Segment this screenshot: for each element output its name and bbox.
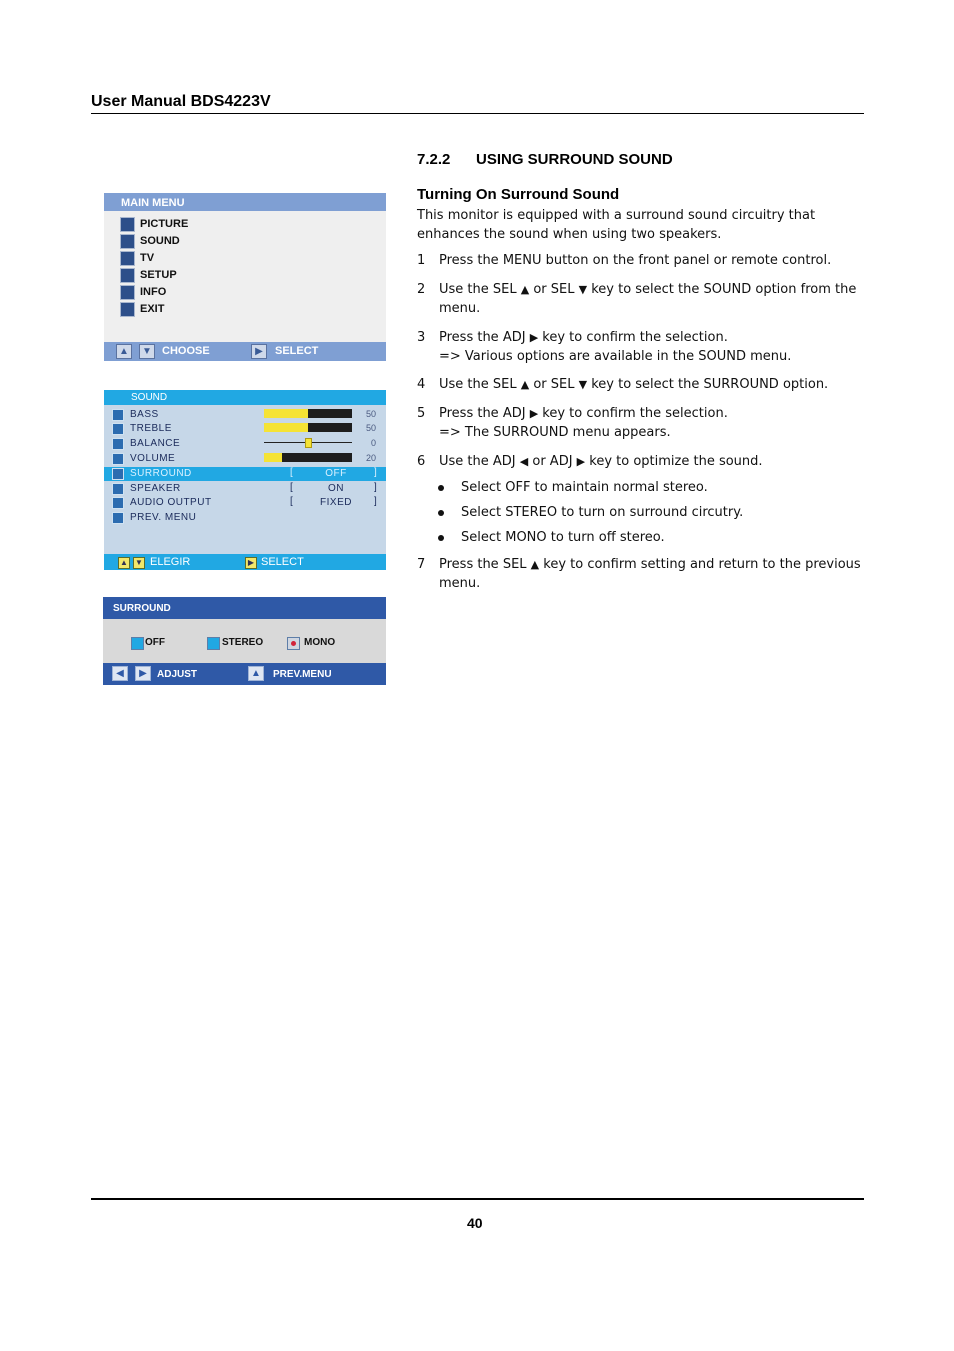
sel-up-icon: ▲ bbox=[520, 378, 530, 391]
audio-output-value: FIXED bbox=[320, 497, 352, 508]
return-icon bbox=[112, 512, 124, 524]
arrow-up-icon: ▲ bbox=[118, 557, 130, 569]
sound-row-bass[interactable] bbox=[104, 408, 386, 422]
bass-value: 50 bbox=[365, 409, 376, 419]
speaker-icon bbox=[112, 483, 124, 495]
treble-value: 50 bbox=[365, 423, 376, 433]
step-text: Use the ADJ ◀ or ADJ ▶ key to optimize the sound. bbox=[439, 454, 763, 469]
sound-row-prev-menu[interactable] bbox=[104, 511, 386, 525]
bracket-close: ] bbox=[374, 482, 377, 493]
arrow-down-icon: ▼ bbox=[133, 557, 145, 569]
surround-menu-title: SURROUND bbox=[113, 603, 171, 614]
arrow-left-icon: ◀ bbox=[112, 666, 128, 681]
step-number: 5 bbox=[417, 406, 426, 421]
picture-icon bbox=[120, 217, 135, 232]
surround-menu-screenshot bbox=[103, 597, 386, 685]
arrow-up-icon: ▲ bbox=[248, 666, 264, 681]
arrow-right-icon: ▶ bbox=[251, 344, 267, 359]
sound-row-label: BASS bbox=[130, 409, 159, 420]
bracket-open: [ bbox=[290, 496, 293, 507]
sel-up-icon: ▲ bbox=[520, 283, 530, 296]
treble-slider[interactable] bbox=[264, 423, 352, 432]
bullet-text: Select MONO to turn off stereo. bbox=[461, 530, 665, 545]
step-number: 4 bbox=[417, 377, 426, 392]
sound-row-label: TREBLE bbox=[130, 423, 172, 434]
surround-option-stereo-box[interactable] bbox=[207, 637, 220, 650]
sound-row-treble[interactable] bbox=[104, 422, 386, 436]
surround-option-stereo-label: STEREO bbox=[222, 637, 264, 648]
step-number: 7 bbox=[417, 557, 426, 572]
sound-row-audio-output[interactable] bbox=[104, 496, 386, 510]
balance-value: 0 bbox=[370, 438, 376, 448]
main-menu-screenshot bbox=[104, 193, 386, 361]
footer-rule bbox=[91, 1198, 864, 1200]
main-menu-title: MAIN MENU bbox=[121, 197, 185, 209]
sound-row-label: PREV. MENU bbox=[130, 512, 197, 523]
sound-menu-screenshot bbox=[104, 390, 386, 570]
tv-icon bbox=[120, 251, 135, 266]
sound-row-balance[interactable] bbox=[104, 437, 386, 451]
surround-icon bbox=[112, 468, 124, 480]
audio-output-icon bbox=[112, 497, 124, 509]
prev-menu-label: PREV.MENU bbox=[273, 669, 332, 680]
step-result: => Various options are available in the SOUND menu. bbox=[439, 349, 792, 364]
intro-paragraph: This monitor is equipped with a surround sound circuitry that enhances the sound when using two speakers. bbox=[417, 208, 816, 242]
bracket-close: ] bbox=[374, 496, 377, 507]
surround-option-mono-box[interactable] bbox=[287, 637, 300, 650]
document-title: User Manual BDS4223V bbox=[91, 93, 271, 110]
page-number: 40 bbox=[467, 1215, 483, 1231]
sound-row-label: BALANCE bbox=[130, 438, 181, 449]
sound-row-label: VOLUME bbox=[130, 453, 176, 464]
step-number: 6 bbox=[417, 454, 426, 469]
header-rule bbox=[91, 113, 864, 114]
step-number: 1 bbox=[417, 253, 426, 268]
bullet-dot bbox=[438, 510, 444, 516]
arrow-right-icon: ▶ bbox=[135, 666, 151, 681]
step-number: 2 bbox=[417, 282, 426, 297]
bass-icon bbox=[112, 409, 124, 421]
main-menu-item-label: PICTURE bbox=[140, 218, 189, 230]
adj-left-icon: ◀ bbox=[519, 455, 529, 468]
main-menu-item-label: TV bbox=[140, 252, 155, 264]
sel-up-icon: ▲ bbox=[530, 558, 540, 571]
main-menu-item-label: EXIT bbox=[140, 303, 165, 315]
step-text: Press the MENU button on the front panel or remote control. bbox=[439, 253, 832, 268]
select-label: SELECT bbox=[261, 556, 304, 568]
choose-label: CHOOSE bbox=[162, 345, 210, 357]
main-menu-item-label: SETUP bbox=[140, 269, 177, 281]
bullet-text: Select STEREO to turn on surround circutry. bbox=[461, 505, 744, 520]
adj-right-icon: ▶ bbox=[529, 407, 539, 420]
adj-right-icon: ▶ bbox=[529, 331, 539, 344]
bullet-dot bbox=[438, 485, 444, 491]
surround-menu-bottombar bbox=[103, 663, 386, 685]
exit-icon bbox=[120, 302, 135, 317]
bullet-dot bbox=[438, 535, 444, 541]
step-result: => The SURROUND menu appears. bbox=[439, 425, 671, 440]
balance-icon bbox=[112, 438, 124, 450]
step-text: Press the ADJ ▶ key to confirm the selection. => The SURROUND menu appears. bbox=[439, 406, 728, 440]
sound-menu-bottombar bbox=[104, 554, 386, 570]
volume-slider-fill bbox=[264, 453, 282, 462]
arrow-up-icon: ▲ bbox=[116, 344, 132, 359]
sound-row-label: SPEAKER bbox=[130, 483, 181, 494]
bass-slider[interactable] bbox=[264, 409, 352, 418]
sel-down-icon: ▼ bbox=[578, 283, 588, 296]
balance-knob[interactable] bbox=[305, 438, 312, 448]
arrow-right-icon: ▶ bbox=[245, 557, 257, 569]
main-menu-item-label: SOUND bbox=[140, 235, 180, 247]
sound-menu-titlebar bbox=[104, 390, 386, 405]
music-note-icon bbox=[120, 234, 135, 249]
step-number: 3 bbox=[417, 330, 426, 345]
section-title: USING SURROUND SOUND bbox=[476, 151, 673, 168]
surround-option-mono-label: MONO bbox=[304, 637, 336, 648]
sound-row-volume[interactable] bbox=[104, 452, 386, 466]
bracket-close: ] bbox=[374, 467, 377, 478]
sel-down-icon: ▼ bbox=[578, 378, 588, 391]
wrench-icon bbox=[120, 268, 135, 283]
main-menu-item-label: INFO bbox=[140, 286, 167, 298]
sound-menu-title: SOUND bbox=[131, 392, 168, 403]
surround-option-off-box[interactable] bbox=[131, 637, 144, 650]
elegir-label: ELEGIR bbox=[150, 556, 191, 568]
volume-value: 20 bbox=[365, 453, 376, 463]
step-text: Press the ADJ ▶ key to confirm the selection. => Various options are available in the SOUND menu. bbox=[439, 330, 792, 364]
bracket-open: [ bbox=[290, 482, 293, 493]
surround-menu-titlebar bbox=[103, 597, 386, 619]
bracket-open: [ bbox=[290, 467, 293, 478]
step-text: Use the SEL ▲ or SEL ▼ key to select the SURROUND option. bbox=[439, 377, 829, 392]
main-menu-titlebar bbox=[104, 193, 386, 211]
select-label: SELECT bbox=[275, 345, 319, 357]
treble-icon bbox=[112, 423, 124, 435]
sound-row-label: AUDIO OUTPUT bbox=[130, 497, 212, 508]
bullet-text: Select OFF to maintain normal stereo. bbox=[461, 480, 708, 495]
section-number: 7.2.2 bbox=[417, 151, 451, 168]
main-menu-bottombar bbox=[104, 342, 386, 361]
adj-right-icon: ▶ bbox=[576, 455, 586, 468]
surround-value: OFF bbox=[325, 468, 347, 479]
speaker-value: ON bbox=[328, 483, 344, 494]
sound-row-surround[interactable] bbox=[104, 467, 386, 481]
subheading: Turning On Surround Sound bbox=[417, 186, 620, 203]
step-text: Press the SEL ▲ key to confirm setting and return to the previous menu. bbox=[439, 557, 861, 591]
treble-slider-fill bbox=[264, 423, 308, 432]
info-icon bbox=[120, 285, 135, 300]
volume-icon bbox=[112, 453, 124, 465]
sound-row-speaker[interactable] bbox=[104, 482, 386, 496]
adjust-label: ADJUST bbox=[157, 669, 198, 680]
sound-row-label: SURROUND bbox=[130, 468, 192, 479]
bass-slider-fill bbox=[264, 409, 308, 418]
arrow-down-icon: ▼ bbox=[139, 344, 155, 359]
step-text: Use the SEL ▲ or SEL ▼ key to select the SOUND option from the menu. bbox=[439, 282, 857, 316]
volume-slider[interactable] bbox=[264, 453, 352, 462]
surround-option-off-label: OFF bbox=[145, 637, 165, 648]
